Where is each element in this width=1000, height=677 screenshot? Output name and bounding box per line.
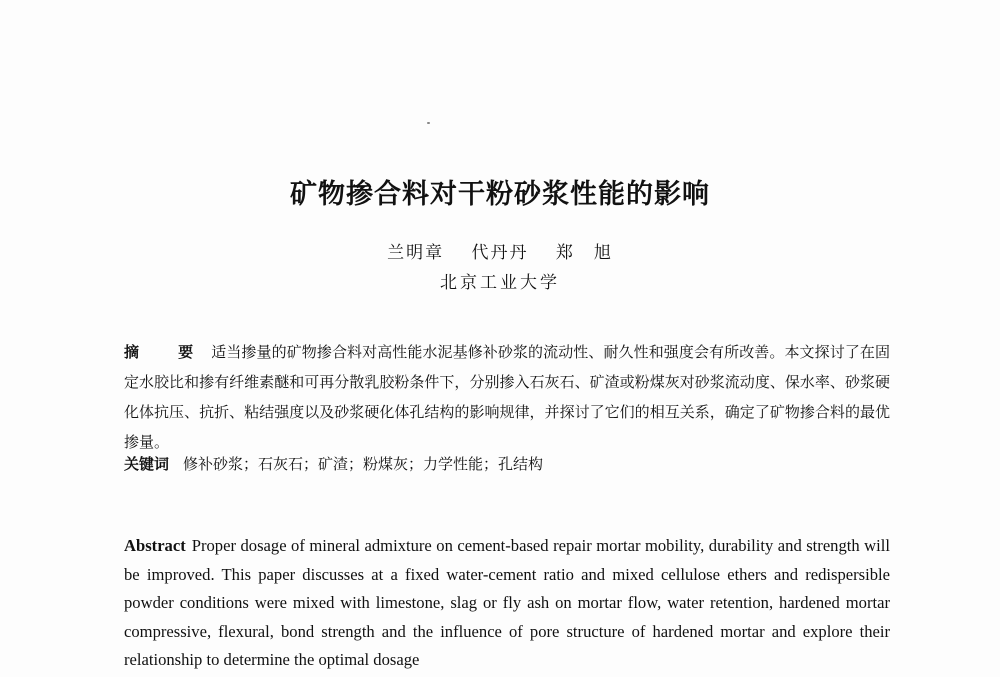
author-name: 兰明章 [387, 243, 445, 263]
chinese-abstract-label: 摘 要 [124, 343, 206, 361]
keywords-label: 关键词 [124, 455, 170, 473]
author-list [0, 238, 1000, 263]
english-abstract [124, 532, 890, 675]
author-affiliation: 北京工业大学 [440, 273, 560, 293]
chinese-abstract [124, 337, 890, 457]
english-abstract-text: Proper dosage of mineral admixture on cement-based repair mortar mobility, durability and strength will be improved. This paper discusses at a fixed water-cement ratio and mixed cellulose ethers and redispersible powder conditions were mixed with limestone, slag or fly ash on mortar flow, water retention, hardened mortar compressive, flexural, bond strength and the influence of pore structure of hardened mortar and explore their relationship to determine the optimal dosage [124, 536, 890, 669]
scan-speck [427, 122, 430, 124]
paper-title: 矿物掺合料对干粉砂浆性能的影响 [290, 179, 710, 210]
author-name: 郑 旭 [555, 243, 613, 263]
chinese-abstract-text: 适当掺量的矿物掺合料对高性能水泥基修补砂浆的流动性、耐久性和强度会有所改善。本文探讨了在固定水胶比和掺有纤维素醚和可再分散乳胶粉条件下，分别掺入石灰石、矿渣或粉煤灰对砂浆流动度、保水率、砂浆硬化体抗压、抗折、粘结强度以及砂浆硬化体孔结构的影响规律，并探讨了它们的相互关系，确定了矿物掺合料的最优掺量。 [124, 343, 890, 451]
english-abstract-label: Abstract [124, 536, 186, 555]
keywords-text: 修补砂浆；石灰石；矿渣；粉煤灰；力学性能；孔结构 [183, 455, 544, 473]
keywords [124, 451, 890, 477]
author-name: 代丹丹 [471, 243, 529, 263]
